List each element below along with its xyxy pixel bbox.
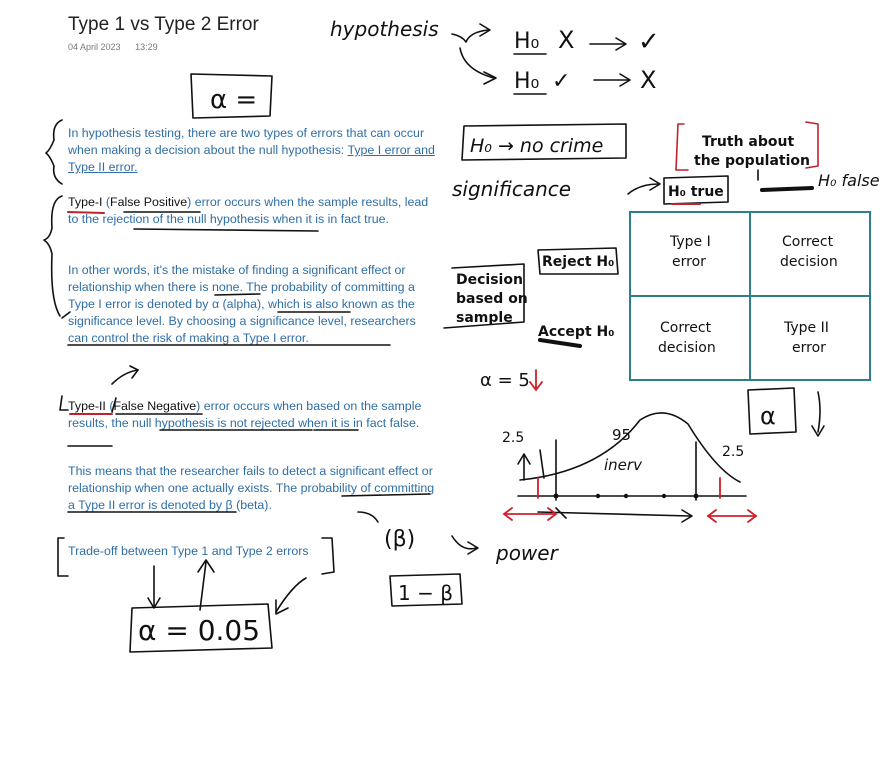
cell-type2-line-1: Type II (784, 320, 829, 336)
truth-line-1: Truth about (702, 134, 795, 150)
type2-explanation: This means that the researcher fails to detect a significant effect or relationship when one actually exists. The probability of committing a Type II error is denoted by β (beta). (68, 464, 435, 512)
effect-term: effect (388, 464, 419, 478)
h0-top: H₀ (514, 29, 540, 54)
tradeoff-text: Trade-off between Type 1 and Type 2 errors (68, 544, 309, 558)
probability-underline (342, 494, 430, 496)
alpha-5: α = 5 (480, 370, 530, 391)
cell-type1-line-2: error (672, 254, 706, 270)
decision-line-1: Decision (456, 272, 523, 288)
type1-paren: False Positive (110, 195, 188, 209)
h0-true: H₀ true (668, 184, 724, 200)
type2-fact: fact false. (366, 416, 420, 430)
decision-line-3: sample (456, 310, 513, 326)
type-errors-link: Type I error and Type II error. (68, 143, 435, 174)
arrow-to-alpha-2 (276, 578, 306, 612)
significance-level-term: significance level (249, 314, 344, 328)
interval-word: inerv (604, 456, 642, 474)
type1-explanation: In other words, it's the mistake of finding a significant effect or relationship when there is none. The probability of committing a Type I error is denoted by α (alpha), which is also known as the significance level. By choosing a significance level, researchers can control the risk of making a Type I error. (68, 263, 416, 345)
curve-dot-2 (596, 494, 600, 498)
type2-null: the null hypothesis (111, 416, 215, 430)
cell-correct-bl-line-1: Correct (660, 320, 712, 336)
alpha-term: α (alpha) (211, 297, 262, 311)
arrow-up-from-alpha (200, 562, 206, 610)
x-mark-bottom: X (640, 66, 657, 94)
significance-word: significance (452, 177, 572, 201)
check-mark-bottom: ✓ (552, 69, 571, 94)
tradeoff-bracket-left (58, 538, 68, 576)
type2-arrow (112, 370, 138, 384)
cell-type1-line-1: Type I (670, 234, 711, 250)
page-time: 13:29 (135, 42, 158, 52)
down-arrow (818, 392, 820, 432)
left-tail-arrow (540, 450, 544, 478)
check-mark: ✓ (638, 27, 660, 57)
hypothesis-arrow-top (452, 30, 488, 42)
x-mark: X (558, 26, 575, 54)
accept-h0: Accept H₀ (538, 324, 615, 340)
cell-type2-line-2: error (792, 340, 826, 356)
hypothesis-word: hypothesis (330, 17, 439, 41)
left-tail-value: 2.5 (502, 430, 525, 446)
type2-paragraph: Type-II (False Negative) error occurs when based on the sample results, the null hypothesis is not rejected when it is in fact false. (68, 399, 422, 430)
tradeoff-bracket-right (322, 538, 334, 574)
alpha-underline (215, 294, 260, 295)
alpha-small: α (760, 402, 776, 430)
page-date: 04 April 2023 (68, 42, 121, 52)
beta-to-power-arrow (452, 536, 476, 549)
cell-correct-tr-line-2: decision (780, 254, 838, 270)
type2-paren: False Negative (113, 399, 197, 413)
h0-no-crime: H₀ → no crime (470, 135, 604, 157)
rejection-underline (134, 229, 318, 231)
power-word: power (496, 541, 558, 565)
h0-false: H₀ false (818, 171, 880, 190)
page-title: Type 1 vs Type 2 Error (68, 14, 259, 35)
type1-underline (68, 212, 104, 213)
table-cell-correct-bl (630, 296, 750, 380)
cell-correct-tr-line-1: Correct (782, 234, 834, 250)
brace-intro (46, 120, 62, 184)
type2-bracket (60, 396, 68, 410)
one-minus-beta: 1 − β (398, 581, 453, 605)
type1-label: Type-I (68, 195, 103, 209)
curve-dot-5 (694, 494, 699, 499)
type2-probability: The probability of committing a Type II error (68, 481, 435, 512)
type2-paren-mark (112, 398, 116, 412)
beta-pointer (358, 512, 378, 522)
h0-bottom: H₀ (514, 69, 540, 94)
intro-paragraph: In hypothesis testing, there are two types of errors that can occur when making a decision about the null hypothesis: Type I error and Type II error. (68, 126, 435, 174)
truth-line-2: the population (694, 153, 810, 169)
brace-type1 (44, 196, 62, 316)
type2-not-rejected: not rejected (229, 416, 295, 430)
value-95: 95 (612, 426, 632, 444)
hypothesis-arrow-bottom (460, 48, 494, 78)
type1-rejection: rejection of the null hypothesis (102, 212, 270, 226)
scribble-strikeout (762, 188, 812, 190)
control-risk-text: researchers can control the risk of making a Type I error (68, 314, 416, 345)
curve-dot-1 (554, 494, 559, 499)
beta-symbol: (β) (384, 527, 416, 552)
control-bracket (62, 312, 70, 318)
right-tail-value: 2.5 (722, 444, 745, 460)
accept-strike (540, 340, 580, 346)
alpha-005: α = 0.05 (138, 614, 261, 647)
truth-bracket-left (676, 124, 688, 170)
table-cell-type2 (750, 296, 870, 380)
reject-h0: Reject H₀ (542, 254, 615, 270)
curve-dot-4 (662, 494, 666, 498)
type2-label: Type-II (68, 399, 106, 413)
h0-true-arrow (628, 184, 658, 194)
alpha-equals: α = (210, 85, 258, 115)
cell-correct-bl-line-2: decision (658, 340, 716, 356)
curve-dot-3 (624, 494, 628, 498)
decision-line-2: based on (456, 291, 528, 307)
type1-paragraph: Type-I (False Positive) error occurs when the sample results, lead to the rejection of the null hypothesis when it is in fact true. (68, 195, 429, 226)
